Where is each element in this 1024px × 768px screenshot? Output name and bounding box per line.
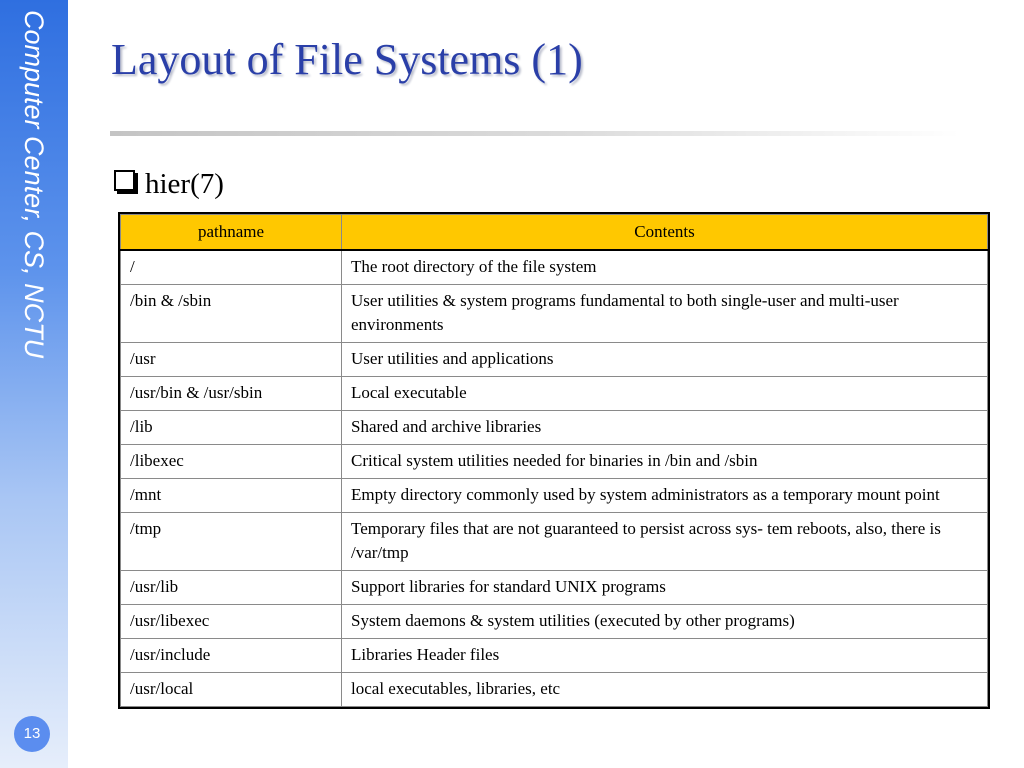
sidebar: [0, 0, 68, 768]
cell-pathname: /lib: [121, 411, 342, 445]
cell-contents: Libraries Header files: [342, 639, 988, 673]
cell-contents: Support libraries for standard UNIX programs: [342, 571, 988, 605]
cell-contents: local executables, libraries, etc: [342, 673, 988, 707]
table-row: [121, 571, 988, 605]
cell-contents: Local executable: [342, 377, 988, 411]
cell-pathname: /mnt: [121, 479, 342, 513]
table-row: [121, 285, 988, 343]
cell-contents: Empty directory commonly used by system administrators as a temporary mount point: [342, 479, 988, 513]
table-row: [121, 513, 988, 571]
cell-pathname: /usr/libexec: [121, 605, 342, 639]
hier-table: [118, 212, 990, 709]
sidebar-label: Computer Center, CS, NCTU: [19, 10, 49, 359]
square-bullet-icon: [114, 170, 135, 191]
cell-contents: Shared and archive libraries: [342, 411, 988, 445]
cell-pathname: /usr/include: [121, 639, 342, 673]
table-row: [121, 639, 988, 673]
cell-pathname: /usr/bin & /usr/sbin: [121, 377, 342, 411]
table-row: [121, 445, 988, 479]
bullet-item: [114, 168, 224, 201]
hier-table-grid: [120, 214, 988, 707]
cell-pathname: /usr: [121, 343, 342, 377]
cell-pathname: /bin & /sbin: [121, 285, 342, 343]
table-header-row: [121, 215, 988, 251]
slide-title: Layout of File Systems (1): [111, 35, 583, 84]
table-row: [121, 343, 988, 377]
cell-contents: The root directory of the file system: [342, 250, 988, 285]
cell-pathname: /tmp: [121, 513, 342, 571]
table-row: [121, 250, 988, 285]
cell-contents: Critical system utilities needed for binaries in /bin and /sbin: [342, 445, 988, 479]
title-divider: [110, 131, 960, 136]
header-pathname: pathname: [121, 215, 342, 251]
cell-pathname: /usr/local: [121, 673, 342, 707]
cell-contents: User utilities & system programs fundamental to both single-user and multi-user environments: [342, 285, 988, 343]
table-row: [121, 377, 988, 411]
cell-contents: Temporary files that are not guaranteed to persist across sys- tem reboots, also, there is /var/tmp: [342, 513, 988, 571]
cell-pathname: /: [121, 250, 342, 285]
cell-contents: User utilities and applications: [342, 343, 988, 377]
cell-pathname: /libexec: [121, 445, 342, 479]
cell-pathname: /usr/lib: [121, 571, 342, 605]
cell-contents: System daemons & system utilities (executed by other programs): [342, 605, 988, 639]
bullet-text: hier(7): [145, 168, 224, 200]
table-body: [121, 250, 988, 707]
table-row: [121, 605, 988, 639]
header-contents: Contents: [342, 215, 988, 251]
page-number-badge: 13: [14, 716, 50, 752]
table-row: [121, 673, 988, 707]
table-row: [121, 411, 988, 445]
table-row: [121, 479, 988, 513]
